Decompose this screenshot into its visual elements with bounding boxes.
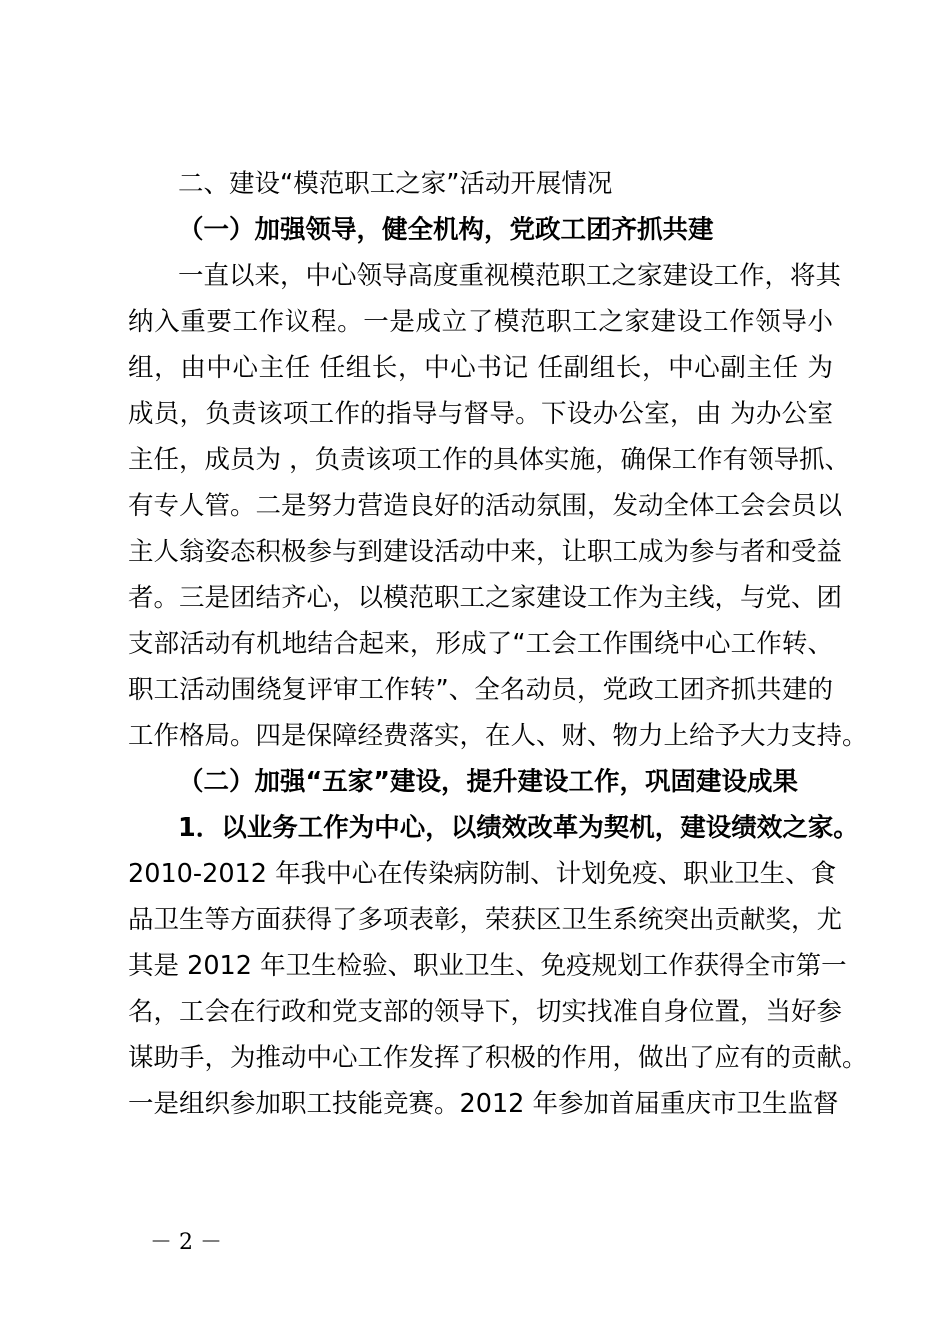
page-number: － 2 － xyxy=(150,1230,222,1255)
paragraph-1-line: 工作格局。四是保障经费落实，在人、财、物力上给予大力支持。 xyxy=(128,721,868,751)
paragraph-2-line: 2010-2012 年我中心在传染病防制、计划免疫、职业卫生、食 xyxy=(128,859,837,889)
paragraph-2-line: 一是组织参加职工技能竞赛。2012 年参加首届重庆市卫生监督 xyxy=(128,1089,839,1119)
subheading-1: （一）加强领导，健全机构，党政工团齐抓共建 xyxy=(178,215,714,245)
paragraph-1-line: 支部活动有机地结合起来，形成了“工会工作围绕中心工作转、 xyxy=(128,629,833,659)
paragraph-2-line: 名，工会在行政和党支部的领导下，切实找准自身位置，当好参 xyxy=(128,997,843,1027)
paragraph-1-line: 主任，成员为 ，负责该项工作的具体实施，确保工作有领导抓、 xyxy=(128,445,851,475)
paragraph-1-line: 有专人管。二是努力营造良好的活动氛围，发动全体工会会员以 xyxy=(128,491,843,521)
paragraph-2-line: 谋助手，为推动中心工作发挥了积极的作用，做出了应有的贡献。 xyxy=(128,1043,868,1073)
subheading-2: （二）加强“五家”建设，提升建设工作，巩固建设成果 xyxy=(178,767,799,797)
subheading-3: 1．以业务工作为中心，以绩效改革为契机，建设绩效之家。 xyxy=(178,813,859,843)
section-heading: 二、建设“模范职工之家”活动开展情况 xyxy=(178,169,613,199)
paragraph-2-line: 品卫生等方面获得了多项表彰，荣获区卫生系统突出贡献奖，尤 xyxy=(128,905,843,935)
paragraph-1-line: 主人翁姿态积极参与到建设活动中来，让职工成为参与者和受益 xyxy=(128,537,843,567)
paragraph-1-line: 一直以来，中心领导高度重视模范职工之家建设工作，将其 xyxy=(178,261,842,291)
paragraph-1-line: 纳入重要工作议程。一是成立了模范职工之家建设工作领导小 xyxy=(128,307,833,337)
paragraph-1-line: 组，由中心主任 任组长，中心书记 任副组长，中心副主任 为 xyxy=(128,353,833,383)
paragraph-1-line: 职工活动围绕复评审工作转”、全名动员，党政工团齐抓共建的 xyxy=(128,675,833,705)
paragraph-1-line: 者。三是团结齐心，以模范职工之家建设工作为主线，与党、团 xyxy=(128,583,843,613)
paragraph-1-line: 成员，负责该项工作的指导与督导。下设办公室，由 为办公室 xyxy=(128,399,833,429)
paragraph-2-line: 其是 2012 年卫生检验、职业卫生、免疫规划工作获得全市第一 xyxy=(128,951,847,981)
